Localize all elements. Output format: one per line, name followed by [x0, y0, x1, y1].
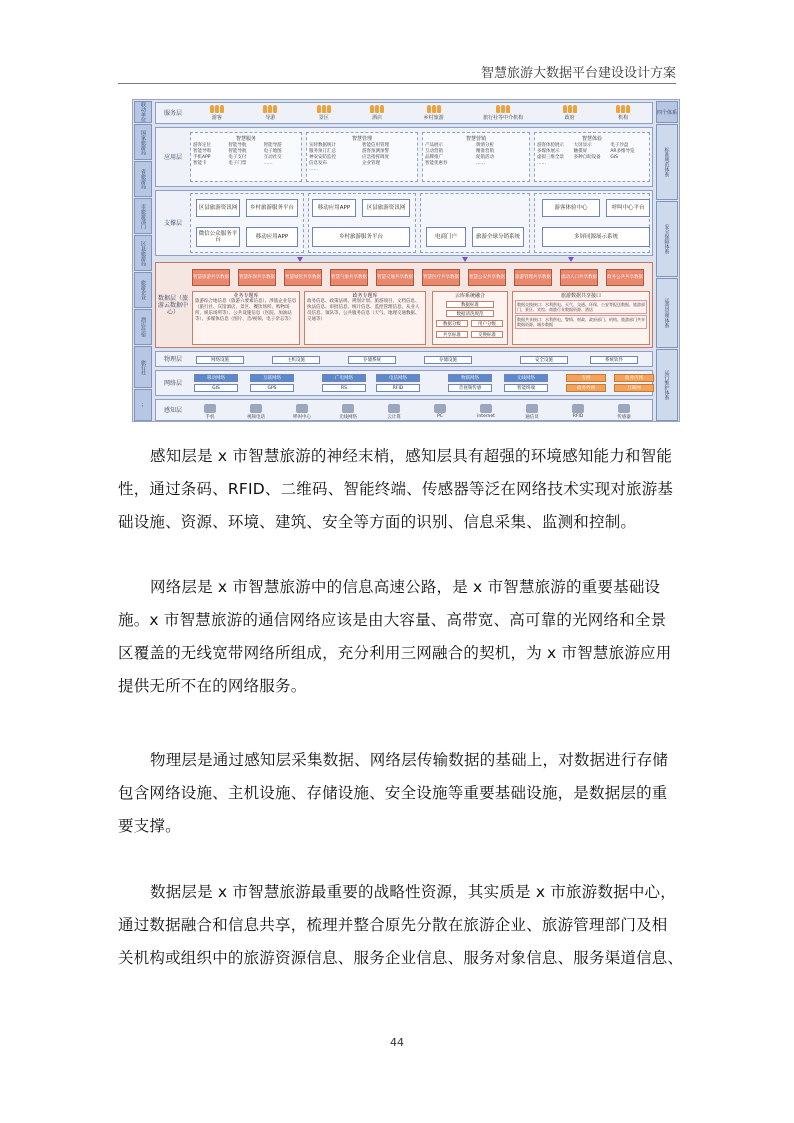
- app-item: AR多维导览: [610, 149, 635, 154]
- service-group: [370, 105, 384, 121]
- app-item: 游客定位: [193, 143, 211, 148]
- paragraph-line: 感知层是 x 市智慧旅游的神经末梢，感知层具有超强的环境感知能力和智能: [150, 447, 673, 465]
- app-item: 智能导游: [263, 143, 282, 148]
- network-item: RS: [322, 384, 366, 392]
- library-title: 云库系统融合: [454, 293, 485, 299]
- left-sidebar-item: 省旅游局: [134, 161, 152, 197]
- library-text: 旅游综合地信息（旅游六要素信息）、涉旅企业信息（旅行社、宾馆酒店、景区、餐饮场所、购物场所、娱乐场所等）、公共设施信息（医院、加油站等）、多媒体信息（图片、音/视频、电子杂志等）: [195, 299, 297, 322]
- right-sidebar: [656, 101, 678, 420]
- person-icon: [370, 105, 384, 113]
- app-box-smart-management: [306, 132, 418, 182]
- app-item: 游客预测预警: [362, 149, 389, 154]
- header-rule: [118, 83, 676, 84]
- page-number: 44: [390, 1036, 404, 1049]
- fusion-item: 用户分级: [471, 320, 503, 327]
- paragraph-physical: [118, 744, 676, 843]
- paragraph-network: [118, 571, 676, 703]
- wireless-icon: [342, 404, 354, 413]
- service-group-label: 政府: [564, 115, 575, 121]
- left-sidebar-item: 联动单位: [134, 101, 152, 123]
- app-item: 互动社交: [263, 155, 282, 160]
- device-item: [420, 404, 460, 419]
- layer-label: 感知层: [163, 406, 182, 414]
- network-item: 互联网络: [250, 374, 294, 382]
- app-item: ……: [537, 161, 546, 166]
- physical-item: 主机设施: [272, 356, 320, 364]
- service-layer: [155, 102, 653, 124]
- device-label: 手机: [205, 415, 215, 420]
- service-group-label: 乡村旅游: [423, 115, 444, 121]
- service-group: [263, 105, 277, 121]
- support-box: 区县旅游资讯网: [362, 199, 410, 217]
- right-sidebar-item: 安全保障体系: [656, 201, 678, 277]
- service-group: [563, 105, 577, 121]
- interface-text: 数据交换接口：水利供电、天气、交通、环保、公安等报送数据、旅游部门、景区、宾馆、商旅行业数据资源、酒店: [517, 302, 645, 312]
- layer-label: 数据层（旅游云数据中心）: [158, 294, 189, 316]
- right-sidebar-item: 四个体系: [656, 101, 678, 123]
- paragraph-line: 性，通过条码、RFID、二维码、智能终端、传感器等泛在网络技术实现对旅游基: [118, 480, 674, 498]
- app-item: 多种自助设备: [573, 155, 601, 160]
- device-item: [236, 404, 276, 420]
- device-item: [512, 404, 552, 420]
- app-item: 大屏显示: [573, 143, 592, 148]
- service-group-label: 游客: [211, 115, 222, 121]
- device-label: 无线网络: [339, 415, 357, 420]
- network-item: 电信网络: [376, 374, 420, 382]
- app-item: 智能导购: [193, 149, 211, 154]
- device-label: 通信员: [525, 415, 539, 420]
- app-item: 舆情分析: [476, 143, 494, 148]
- support-box: 多屏同源展示系统: [542, 227, 650, 247]
- fusion-item: 交换标准: [471, 331, 503, 338]
- app-box-title: 智慧服务: [235, 136, 256, 142]
- app-item: ……: [263, 161, 273, 166]
- paragraph-line: 关机构或组织中的旅游资源信息、服务企业信息、服务对象信息、服务渠道信息、: [118, 949, 684, 967]
- support-box: 电商门户: [426, 227, 466, 247]
- physical-item: 安全设施: [520, 356, 568, 364]
- cloud-icon: [388, 404, 400, 413]
- left-sidebar-item: 酒店住宿: [134, 309, 152, 345]
- device-label: 呼叫中心: [293, 415, 311, 420]
- network-item: 政务内网: [614, 374, 654, 382]
- share-data-box: 智慧环保共享数据: [238, 269, 276, 286]
- device-label: 云计算: [387, 415, 401, 420]
- service-groups: [190, 105, 650, 121]
- paragraph-data: [118, 876, 684, 975]
- app-box-title: 智慧体验: [581, 136, 602, 142]
- person-icon: [563, 105, 577, 113]
- app-item: 触摸屏: [573, 149, 588, 154]
- app-item: 虚拟三维全景: [537, 155, 564, 160]
- app-item: 产品展示: [425, 143, 443, 148]
- data-layer: [155, 262, 653, 348]
- fusion-item: 共享标准: [436, 331, 468, 338]
- device-item: [604, 404, 644, 420]
- app-item: 多媒体展示: [537, 149, 560, 154]
- physical-item: 系统软件: [590, 356, 638, 364]
- app-box-smart-marketing: [422, 132, 530, 182]
- app-item: 游客体验展示: [537, 143, 564, 148]
- phone-icon: [204, 404, 216, 413]
- app-item: 电子门票: [228, 161, 247, 166]
- network-item: 专网: [566, 374, 606, 382]
- service-group: [483, 105, 523, 121]
- network-item: 音视频传感: [448, 384, 492, 392]
- sensor-icon: [618, 404, 630, 413]
- layer-label: 应用层: [163, 153, 182, 161]
- share-data-box: 智慧气象共享数据: [330, 269, 368, 286]
- app-item: 应急指挥调度: [362, 155, 389, 160]
- paragraph-perception: [118, 440, 676, 539]
- video-phone-icon: [250, 404, 262, 413]
- app-item: 精准营销: [476, 149, 494, 154]
- app-box-title: 智慧营销: [465, 136, 486, 142]
- app-item: 智能导航: [228, 143, 247, 148]
- support-box: 游客体验中心: [542, 199, 600, 217]
- rfid-icon: [572, 404, 584, 413]
- right-sidebar-item: 标准规范体系: [656, 124, 678, 200]
- app-item: 实时数据统计: [309, 143, 336, 148]
- app-item: 智能导航: [228, 149, 247, 154]
- app-item: 互动营销: [425, 149, 443, 154]
- left-sidebar-item: 区县旅游局: [134, 235, 152, 271]
- app-item: 品牌推广: [425, 155, 443, 160]
- device-item: [466, 404, 506, 419]
- app-item: 手机APP: [193, 155, 211, 160]
- share-data-box: 智慧城管共享数据: [284, 269, 322, 286]
- paragraph-line: 包含网络设施、主机设施、存储设施、安全设施等重要基础设施，是数据层的重: [118, 784, 668, 802]
- share-data-box: 智慧公安共享数据: [468, 269, 506, 286]
- network-item: 物联网络: [448, 374, 492, 382]
- network-item: GPS: [250, 384, 294, 392]
- layer-label: 物理层: [163, 355, 182, 363]
- paragraph-line: 网络层是 x 市智慧旅游中的信息高速公路，是 x 市智慧旅游的重要基础设: [150, 578, 661, 596]
- physical-item: 存储设施: [424, 356, 472, 364]
- perception-layer: [155, 399, 653, 421]
- service-group: [616, 105, 630, 121]
- internet-icon: [480, 404, 492, 413]
- library-text: 政务信息、政策法规、规划计划、旅游项目、文档信息、执法信息、审批信息、统计信息、监控管理信息、从业人员信息、领队等、公共服务信息（天气、地理交通数据、交通等）: [307, 299, 420, 322]
- physical-item: 存储系统: [348, 356, 396, 364]
- physical-layer: [155, 351, 653, 367]
- network-layer: [155, 370, 653, 396]
- paragraph-line: 数据层是 x 市智慧旅游最重要的战略性资源，其实质是 x 市旅游数据中心，: [150, 883, 676, 901]
- app-box-smart-service: [190, 132, 302, 182]
- library-title: 政务专题库: [352, 293, 378, 299]
- fusion-item: 数据清洗规范: [446, 310, 494, 317]
- share-data-box: 流动人口共享数据: [560, 269, 598, 286]
- right-sidebar-item: 运营管理体系: [656, 278, 678, 348]
- network-item: RFID: [376, 384, 420, 392]
- share-data-box: 智慧医疗共享数据: [422, 269, 460, 286]
- device-label: RFID: [572, 414, 584, 419]
- app-item: 电子支付: [228, 155, 247, 160]
- support-box: 移动应用APP: [246, 227, 298, 247]
- support-box: 旅游全球分销系统: [472, 227, 524, 247]
- service-group-label: 旅行社等中介机构: [483, 115, 524, 121]
- paragraph-line: 物理层是通过感知层采集数据、网络层传输数据的基础上，对数据进行存储: [150, 751, 669, 769]
- left-sidebar-item: 旅行社: [134, 346, 152, 388]
- paragraph-line: 要支撑。: [118, 817, 181, 835]
- paragraph-line: 通过数据融合和信息共享，梳理并整合原先分散在旅游企业、旅游管理部门及相: [118, 916, 668, 934]
- service-group-label: 酒店: [372, 115, 383, 121]
- app-item: 电子沙盘: [610, 143, 629, 148]
- app-item: 智能信用管理: [362, 143, 389, 148]
- app-item: ……: [476, 161, 485, 166]
- app-item: 神安安防监控: [309, 155, 336, 160]
- app-item: 智能卡: [193, 161, 207, 166]
- layer-label: 支撑层: [163, 219, 182, 227]
- left-sidebar-item: 市旅游部门: [134, 198, 152, 234]
- right-sidebar-item: 运行维护体系: [656, 349, 678, 421]
- device-label: 视频电话: [247, 415, 265, 420]
- app-box-title: 智慧管理: [351, 136, 372, 142]
- app-item: 促销活动: [476, 155, 494, 160]
- device-item: [328, 404, 368, 420]
- network-item: 政务外网: [566, 384, 606, 392]
- left-sidebar-item: 旅游企业: [134, 272, 152, 308]
- application-layer: [155, 127, 653, 187]
- service-group-label: 导游: [265, 115, 276, 121]
- service-group-label: 机构: [618, 115, 629, 121]
- library-title: 业务专题库: [233, 293, 259, 299]
- service-group-label: 景区: [318, 115, 329, 121]
- support-box: 乡村旅游服务平台: [312, 227, 410, 247]
- header-title: 智慧旅游大数据平台建设设计方案: [480, 66, 676, 81]
- app-box-smart-experience: [534, 132, 650, 182]
- person-icon: [427, 105, 441, 113]
- device-item: [282, 404, 322, 420]
- person-icon: [616, 105, 630, 113]
- layer-label: 网络层: [163, 379, 182, 387]
- network-item: 智能终端: [504, 384, 548, 392]
- app-item: 服务预订汇总: [309, 149, 336, 154]
- left-sidebar: [134, 101, 152, 420]
- person-icon: [210, 105, 224, 113]
- support-box: 区县旅游资讯网: [196, 199, 240, 217]
- pc-icon: [434, 404, 446, 413]
- government-topic-library: [304, 291, 426, 345]
- network-item: GIS: [194, 384, 238, 392]
- network-item: 无线网络: [504, 374, 548, 382]
- device-item: [558, 404, 598, 419]
- share-data-box: 智慧旅游共享数据: [192, 269, 230, 286]
- communicator-icon: [526, 404, 538, 413]
- network-item: 互联网: [614, 384, 654, 392]
- person-icon: [496, 105, 510, 113]
- support-box: 微信公众服务平台: [196, 227, 240, 247]
- support-box: 乡村旅游服务平台: [246, 199, 298, 217]
- share-data-box: 智慧交通共享数据: [376, 269, 414, 286]
- person-icon: [263, 105, 277, 113]
- paragraph-line: 础设施、资源、环境、建筑、安全等方面的识别、信息采集、监测和控制。: [118, 513, 637, 531]
- device-label: internet: [477, 414, 495, 419]
- architecture-diagram: [132, 99, 680, 422]
- app-item: 企业管理: [362, 161, 380, 166]
- app-item: 信息发布: [309, 161, 327, 166]
- left-sidebar-item: ...: [134, 389, 152, 421]
- person-icon: [317, 105, 331, 113]
- fusion-item: 数据分级: [436, 320, 468, 327]
- interface-text: 数据共享接口：水利供电、警情、财政、政府部门、机构、旅游部门共享数据资源、城乡数据: [517, 317, 645, 327]
- device-label: 传感器: [617, 415, 631, 420]
- service-group: [210, 105, 224, 121]
- device-item: [190, 404, 230, 420]
- app-item: GIS: [610, 155, 618, 160]
- business-topic-library: [192, 291, 300, 345]
- library-title: 旅游数据共享接口: [560, 293, 601, 299]
- support-layer: [155, 190, 653, 256]
- fusion-item: 数据标准: [446, 301, 494, 308]
- share-data-box: 政务公共共享数据: [606, 269, 644, 286]
- layer-label: 服务层: [163, 109, 182, 117]
- app-item: 智能优惠券: [425, 161, 448, 166]
- left-sidebar-item: 国家旅游局: [134, 124, 152, 160]
- call-center-icon: [296, 404, 308, 413]
- network-item: 广电网络: [322, 374, 366, 382]
- service-group: [424, 105, 444, 121]
- network-item: 移动网络: [194, 374, 238, 382]
- physical-item: 网络设施: [196, 356, 244, 364]
- device-item: [374, 404, 414, 420]
- app-item: 电子地图: [263, 149, 282, 154]
- device-label: PC: [437, 414, 443, 419]
- paragraph-line: 区覆盖的无线宽带网络所组成，充分利用三网融合的契机，为 x 市智慧旅游应用: [118, 644, 672, 662]
- paragraph-line: 施。x 市智慧旅游的通信网络应该是由大容量、高带宽、高可靠的光网络和全景: [118, 611, 667, 629]
- support-box: 呼叫中心平台: [606, 199, 650, 217]
- data-share-interface: [512, 291, 650, 345]
- support-box: 移动应用APP: [312, 199, 356, 217]
- service-group: [317, 105, 331, 121]
- share-data-box: 旅游管理共享数据: [514, 269, 552, 286]
- paragraph-line: 提供无所不在的网络服务。: [118, 677, 307, 695]
- app-item: ……: [309, 167, 318, 172]
